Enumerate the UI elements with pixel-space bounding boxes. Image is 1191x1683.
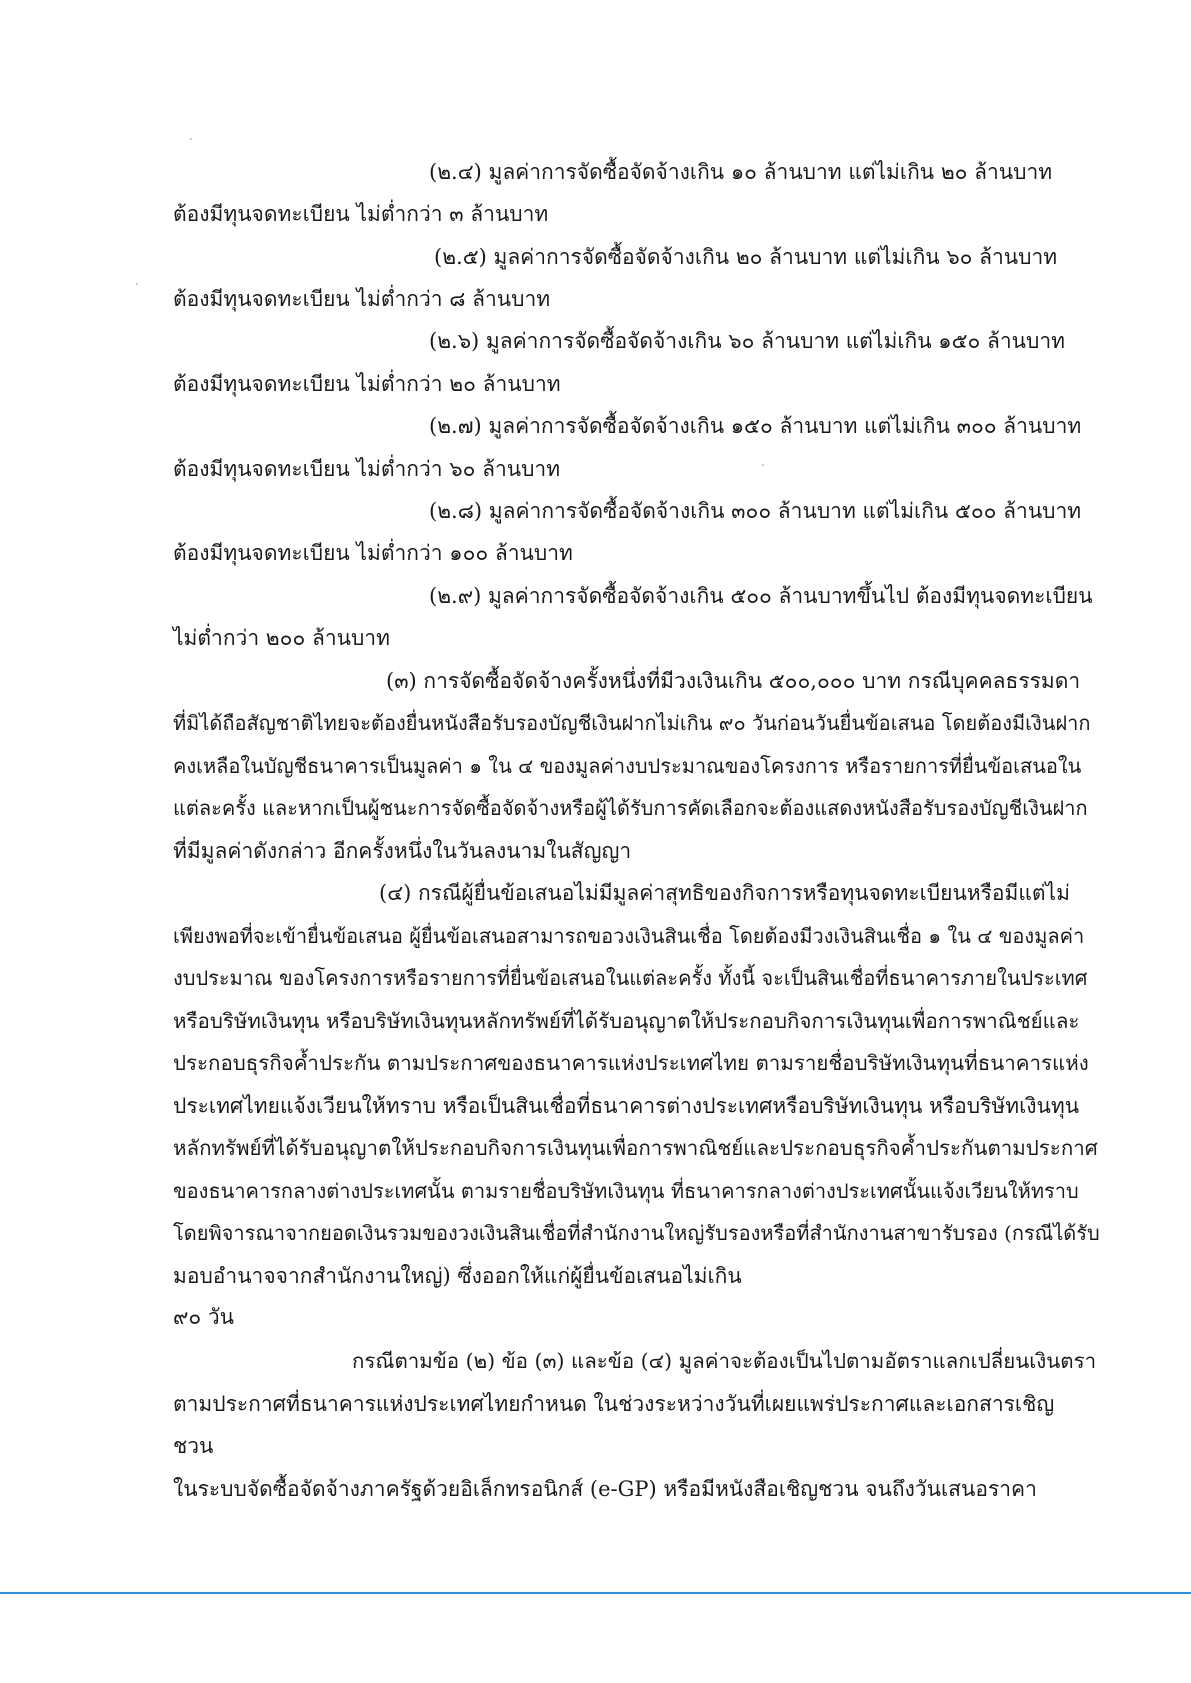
exchange-rate-line-2: ตามประกาศที่ธนาคารแห่งประเทศไทยกำหนด ในช่วงระหว่างวันที่เผยแพร่ประกาศและเอกสารเชิญ (173, 1392, 1055, 1416)
clause-2-6-heading: (๒.๖) มูลค่าการจัดซื้อจัดจ้างเกิน ๖๐ ล้านบาท แต่ไม่เกิน ๑๕๐ ล้านบาท (429, 329, 1065, 353)
clause-2-5-heading: (๒.๕) มูลค่าการจัดซื้อจัดจ้างเกิน ๒๐ ล้านบาท แต่ไม่เกิน ๖๐ ล้านบาท (434, 245, 1058, 269)
clause-4-line-8: ของธนาคารกลางต่างประเทศนั้น ตามรายชื่อบริษัทเงินทุน ที่ธนาคารกลางต่างประเทศนั้นแจ้งเวียนให้ทราบ (173, 1179, 1079, 1203)
clause-3-line-2: ที่มิได้ถือสัญชาติไทยจะต้องยื่นหนังสือรับรองบัญชีเงินฝากไม่เกิน ๙๐ วันก่อนวันยื่นข้อเสนอ โดยต้องมีเงินฝาก (173, 711, 1091, 735)
clause-3-line-3: คงเหลือในบัญชีธนาคารเป็นมูลค่า ๑ ใน ๔ ของมูลค่างบประมาณของโครงการ หรือรายการที่ยื่นข้อเสนอใน (173, 754, 1082, 778)
exchange-rate-line-1: กรณีตามข้อ (๒) ข้อ (๓) และข้อ (๔) มูลค่าจะต้องเป็นไปตามอัตราแลกเปลี่ยนเงินตรา (352, 1349, 1097, 1373)
clause-4-line-4: หรือบริษัทเงินทุน หรือบริษัทเงินทุนหลักทรัพย์ที่ได้รับอนุญาตให้ประกอบกิจการเงินทุนเพื่อการพาณิชย์และ (173, 1009, 1080, 1033)
clause-4-line-10: มอบอำนาจจากสำนักงานใหญ่) ซึ่งออกให้แก่ผู้ยื่นข้อเสนอไม่เกิน (173, 1264, 742, 1288)
scan-speck (190, 138, 192, 140)
clause-4-line-7: หลักทรัพย์ที่ได้รับอนุญาตให้ประกอบกิจการเงินทุนเพื่อการพาณิชย์และประกอบธุรกิจค้ำประกันตามประกาศ (173, 1136, 1098, 1160)
footer-rule (0, 1592, 1191, 1594)
clause-4-line-1: (๔) กรณีผู้ยื่นข้อเสนอไม่มีมูลค่าสุทธิของกิจการหรือทุนจดทะเบียนหรือมีแต่ไม่ (379, 881, 1070, 905)
scan-speck (136, 283, 138, 285)
clause-4-line-9: โดยพิจารณาจากยอดเงินรวมของวงเงินสินเชื่อที่สำนักงานใหญ่รับรองหรือที่สำนักงานสาขารับรอง (กรณีได้รับ (173, 1221, 1100, 1245)
clause-2-8-heading: (๒.๘) มูลค่าการจัดซื้อจัดจ้างเกิน ๓๐๐ ล้านบาท แต่ไม่เกิน ๕๐๐ ล้านบาท (429, 499, 1082, 523)
clause-2-8-capital: ต้องมีทุนจดทะเบียน ไม่ต่ำกว่า ๑๐๐ ล้านบาท (173, 541, 573, 565)
clause-4-line-6: ประเทศไทยแจ้งเวียนให้ทราบ หรือเป็นสินเชื่อที่ธนาคารต่างประเทศหรือบริษัทเงินทุน หรือบริษัทเงินทุน (173, 1094, 1080, 1118)
clause-2-4-capital: ต้องมีทุนจดทะเบียน ไม่ต่ำกว่า ๓ ล้านบาท (173, 202, 549, 226)
clause-4-line-11: ๙๐ วัน (173, 1305, 235, 1329)
exchange-rate-line-4: ในระบบจัดซื้อจัดจ้างภาครัฐด้วยอิเล็กทรอนิกส์ (e-GP) หรือมีหนังสือเชิญชวน จนถึงวันเสนอราคา (173, 1477, 1037, 1501)
exchange-rate-line-3: ชวน (173, 1434, 214, 1458)
clause-3-line-4: แต่ละครั้ง และหากเป็นผู้ชนะการจัดซื้อจัดจ้างหรือผู้ได้รับการคัดเลือกจะต้องแสดงหนังสือรับรองบัญชีเงินฝาก (173, 796, 1088, 820)
scan-speck (762, 464, 764, 466)
clause-4-line-5: ประกอบธุรกิจค้ำประกัน ตามประกาศของธนาคารแห่งประเทศไทย ตามรายชื่อบริษัทเงินทุนที่ธนาคารแห่ง (173, 1051, 1089, 1075)
clause-2-6-capital: ต้องมีทุนจดทะเบียน ไม่ต่ำกว่า ๒๐ ล้านบาท (173, 372, 561, 396)
clause-4-line-2: เพียงพอที่จะเข้ายื่นข้อเสนอ ผู้ยื่นข้อเสนอสามารถขอวงเงินสินเชื่อ โดยต้องมีวงเงินสินเชื่อ ๑ ใน ๔ ของมูลค่า (173, 924, 1085, 948)
clause-2-4-heading: (๒.๔) มูลค่าการจัดซื้อจัดจ้างเกิน ๑๐ ล้านบาท แต่ไม่เกิน ๒๐ ล้านบาท (429, 160, 1053, 184)
clause-3-line-5: ที่มีมูลค่าดังกล่าว อีกครั้งหนึ่งในวันลงนามในสัญญา (173, 839, 632, 863)
clause-2-9-capital: ไม่ต่ำกว่า ๒๐๐ ล้านบาท (173, 626, 390, 650)
clause-2-7-heading: (๒.๗) มูลค่าการจัดซื้อจัดจ้างเกิน ๑๕๐ ล้านบาท แต่ไม่เกิน ๓๐๐ ล้านบาท (429, 414, 1082, 438)
clause-3-line-1: (๓) การจัดซื้อจัดจ้างครั้งหนึ่งที่มีวงเงินเกิน ๕๐๐,๐๐๐ บาท กรณีบุคคลธรรมดา (386, 669, 1081, 693)
clause-2-5-capital: ต้องมีทุนจดทะเบียน ไม่ต่ำกว่า ๘ ล้านบาท (173, 287, 551, 311)
clause-4-line-3: งบประมาณ ของโครงการหรือรายการที่ยื่นข้อเสนอในแต่ละครั้ง ทั้งนี้ จะเป็นสินเชื่อที่ธนาคารภายในประเทศ (173, 966, 1088, 990)
clause-2-9-heading: (๒.๙) มูลค่าการจัดซื้อจัดจ้างเกิน ๕๐๐ ล้านบาทขึ้นไป ต้องมีทุนจดทะเบียน (429, 584, 1093, 608)
clause-2-7-capital: ต้องมีทุนจดทะเบียน ไม่ต่ำกว่า ๖๐ ล้านบาท (173, 457, 561, 481)
